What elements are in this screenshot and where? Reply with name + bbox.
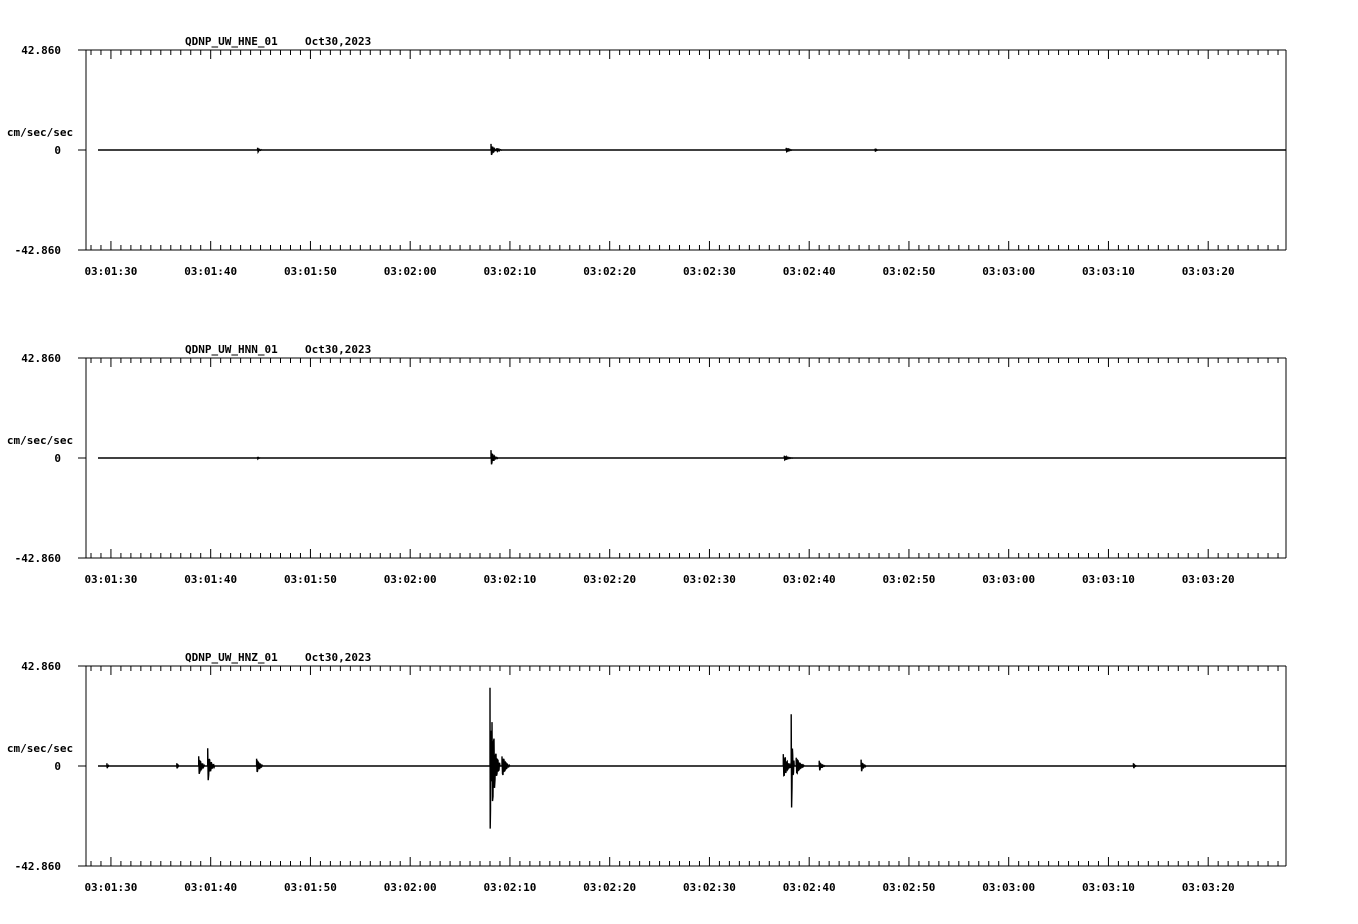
x-tick-label: 03:03:10 <box>1081 265 1135 278</box>
x-tick-label: 03:03:10 <box>1081 573 1135 586</box>
x-tick-label: 03:01:50 <box>283 573 337 586</box>
x-tick-label: 03:02:30 <box>682 265 736 278</box>
date-label: Oct30,2023 <box>305 35 372 48</box>
station-label: QDNP_UW_HNE_01 <box>185 35 278 48</box>
x-tick-label: 03:02:20 <box>583 881 637 894</box>
x-tick-label: 03:03:20 <box>1181 265 1235 278</box>
date-label: Oct30,2023 <box>305 651 372 664</box>
y-tick-label: 42.860 <box>21 44 61 57</box>
y-axis-label: cm/sec/sec <box>6 742 74 755</box>
x-tick-label: 03:02:40 <box>782 265 836 278</box>
x-tick-label: 03:02:00 <box>383 573 437 586</box>
x-tick-label: 03:01:30 <box>84 881 138 894</box>
x-tick-label: 03:02:50 <box>882 265 936 278</box>
y-axis-label: cm/sec/sec <box>6 434 74 447</box>
x-tick-label: 03:03:00 <box>982 881 1036 894</box>
x-tick-label: 03:02:20 <box>583 265 637 278</box>
seismogram-panel <box>7 651 1286 894</box>
x-tick-label: 03:02:30 <box>682 881 736 894</box>
x-tick-label: 03:01:30 <box>84 265 138 278</box>
x-tick-label: 03:03:00 <box>982 265 1036 278</box>
x-tick-label: 03:02:40 <box>782 881 836 894</box>
x-tick-label: 03:01:40 <box>184 573 238 586</box>
x-tick-label: 03:01:50 <box>283 881 337 894</box>
x-tick-label: 03:03:20 <box>1181 881 1235 894</box>
x-tick-label: 03:02:10 <box>483 265 537 278</box>
x-tick-label: 03:01:40 <box>184 881 238 894</box>
x-tick-label: 03:02:10 <box>483 881 537 894</box>
waveform-trace <box>98 450 1286 464</box>
seismogram-panel <box>7 35 1286 278</box>
x-tick-label: 03:02:50 <box>882 573 936 586</box>
x-tick-label: 03:02:40 <box>782 573 836 586</box>
x-tick-label: 03:02:50 <box>882 881 936 894</box>
y-tick-label: 42.860 <box>21 660 61 673</box>
date-label: Oct30,2023 <box>305 343 372 356</box>
y-axis-label: cm/sec/sec <box>6 126 74 139</box>
seismogram-panel <box>7 343 1286 586</box>
waveform-trace <box>98 688 1286 829</box>
y-tick-label: 0 <box>54 760 61 773</box>
x-tick-label: 03:02:20 <box>583 573 637 586</box>
station-label: QDNP_UW_HNZ_01 <box>185 651 278 664</box>
station-label: QDNP_UW_HNN_01 <box>185 343 278 356</box>
x-tick-label: 03:01:40 <box>184 265 238 278</box>
waveform-trace <box>98 144 1286 155</box>
x-tick-label: 03:01:30 <box>84 573 138 586</box>
x-tick-label: 03:02:00 <box>383 881 437 894</box>
y-tick-label: -42.860 <box>14 860 61 873</box>
x-tick-label: 03:02:10 <box>483 573 537 586</box>
y-tick-label: -42.860 <box>14 244 61 257</box>
x-tick-label: 03:03:20 <box>1181 573 1235 586</box>
x-tick-label: 03:03:00 <box>982 573 1036 586</box>
x-tick-label: 03:03:10 <box>1081 881 1135 894</box>
y-tick-label: 0 <box>54 452 61 465</box>
x-tick-label: 03:02:30 <box>682 573 736 586</box>
x-tick-label: 03:01:50 <box>283 265 337 278</box>
y-tick-label: 42.860 <box>21 352 61 365</box>
y-tick-label: 0 <box>54 144 61 157</box>
x-tick-label: 03:02:00 <box>383 265 437 278</box>
y-tick-label: -42.860 <box>14 552 61 565</box>
